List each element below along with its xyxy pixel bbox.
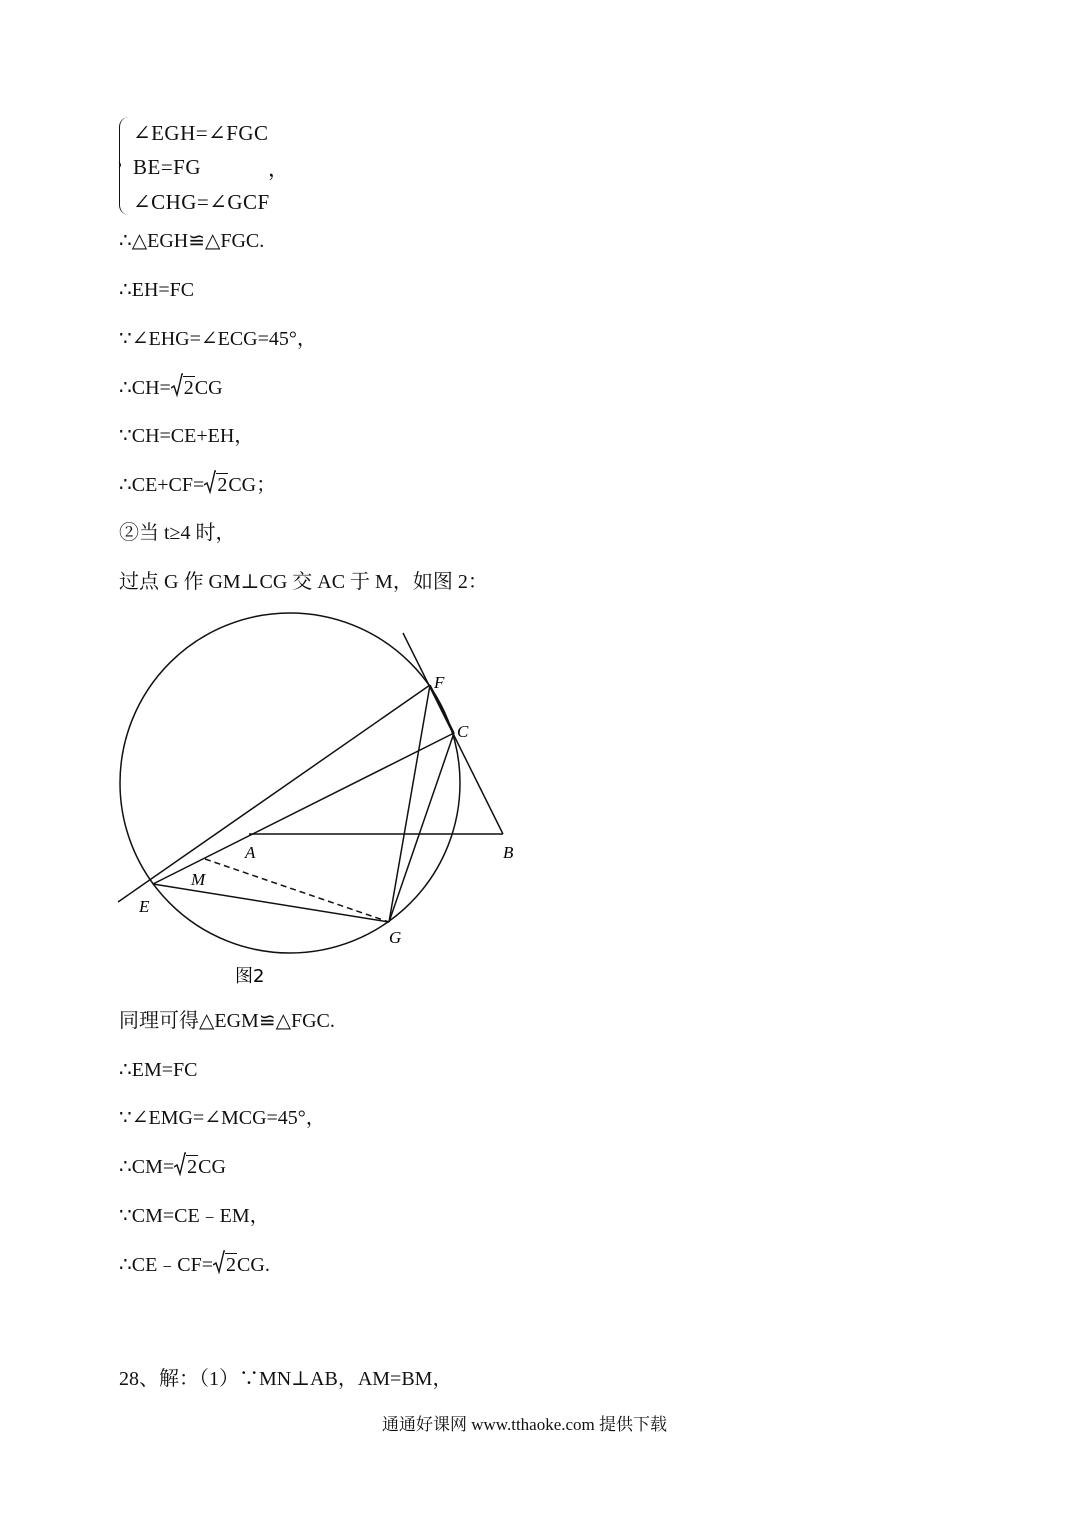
label-g: G <box>389 928 402 947</box>
figure-caption: 图2 <box>235 966 265 987</box>
proof1-line-3: ∵∠EHG=∠ECG=45°， <box>119 328 317 350</box>
case2-heading: ②当 t≥4 时， <box>119 522 236 544</box>
proof1-line-2: ∴EH=FC <box>119 279 195 301</box>
label-a: A <box>245 843 256 862</box>
proof2-line-6-lhs: ∴CE﹣CF= <box>119 1254 214 1276</box>
proof1-line-4-lhs: ∴CH= <box>119 377 171 399</box>
dashed-line-mg <box>205 859 389 922</box>
footer-credit: 通通好课网 www.tthaoke.com 提供下载 <box>382 1415 668 1434</box>
proof2-line-6-rhs: CG. <box>237 1254 270 1276</box>
system-row-1: ∠EGH=∠FGC <box>133 121 269 145</box>
radicand: 2 <box>226 1254 237 1276</box>
radicand: 2 <box>183 377 194 399</box>
proof2-line-4-rhs: CG <box>198 1156 226 1178</box>
system-row-2: BE=FG <box>133 155 202 179</box>
proof1-line-6-lhs: ∴CE+CF= <box>119 474 205 496</box>
line-fc <box>430 685 454 733</box>
line-gf <box>389 685 430 922</box>
proof2-line-6 <box>119 1253 270 1277</box>
proof2-line-1: 同理可得△EGM≌△FGC. <box>119 1010 335 1032</box>
system-comma: ， <box>268 157 290 181</box>
proof2-line-3: ∵∠EMG=∠MCG=45°， <box>119 1107 326 1129</box>
proof2-line-2: ∴EM=FC <box>119 1059 198 1081</box>
proof1-line-4-rhs: CG <box>194 377 223 399</box>
proof1-line-6-rhs: CG； <box>228 474 277 496</box>
problem-28-start: 28、解：（1）∵MN⊥AB，AM=BM， <box>119 1368 453 1390</box>
case2-construction: 过点 G 作 GM⊥CG 交 AC 于 M，如图 2： <box>119 571 488 593</box>
radicand: 2 <box>217 474 228 496</box>
line-ef <box>118 685 430 902</box>
label-e: E <box>139 897 150 916</box>
proof2-line-4-lhs: ∴CM= <box>119 1156 175 1178</box>
proof1-line-1: ∴△EGH≌△FGC. <box>119 230 265 252</box>
sqrt-symbol <box>174 1155 198 1179</box>
label-m: M <box>191 870 206 889</box>
label-b: B <box>503 843 514 862</box>
proof2-line-4 <box>119 1155 226 1179</box>
label-f: F <box>434 673 445 692</box>
line-eg <box>153 884 389 922</box>
sqrt-symbol <box>213 1253 237 1277</box>
label-c: C <box>457 722 469 741</box>
radicand: 2 <box>187 1156 198 1178</box>
system-row-3: ∠CHG=∠GCF <box>133 190 270 214</box>
proof1-line-5: ∵CH=CE+EH， <box>119 425 255 447</box>
proof2-line-5: ∵CM=CE﹣EM， <box>119 1205 270 1227</box>
